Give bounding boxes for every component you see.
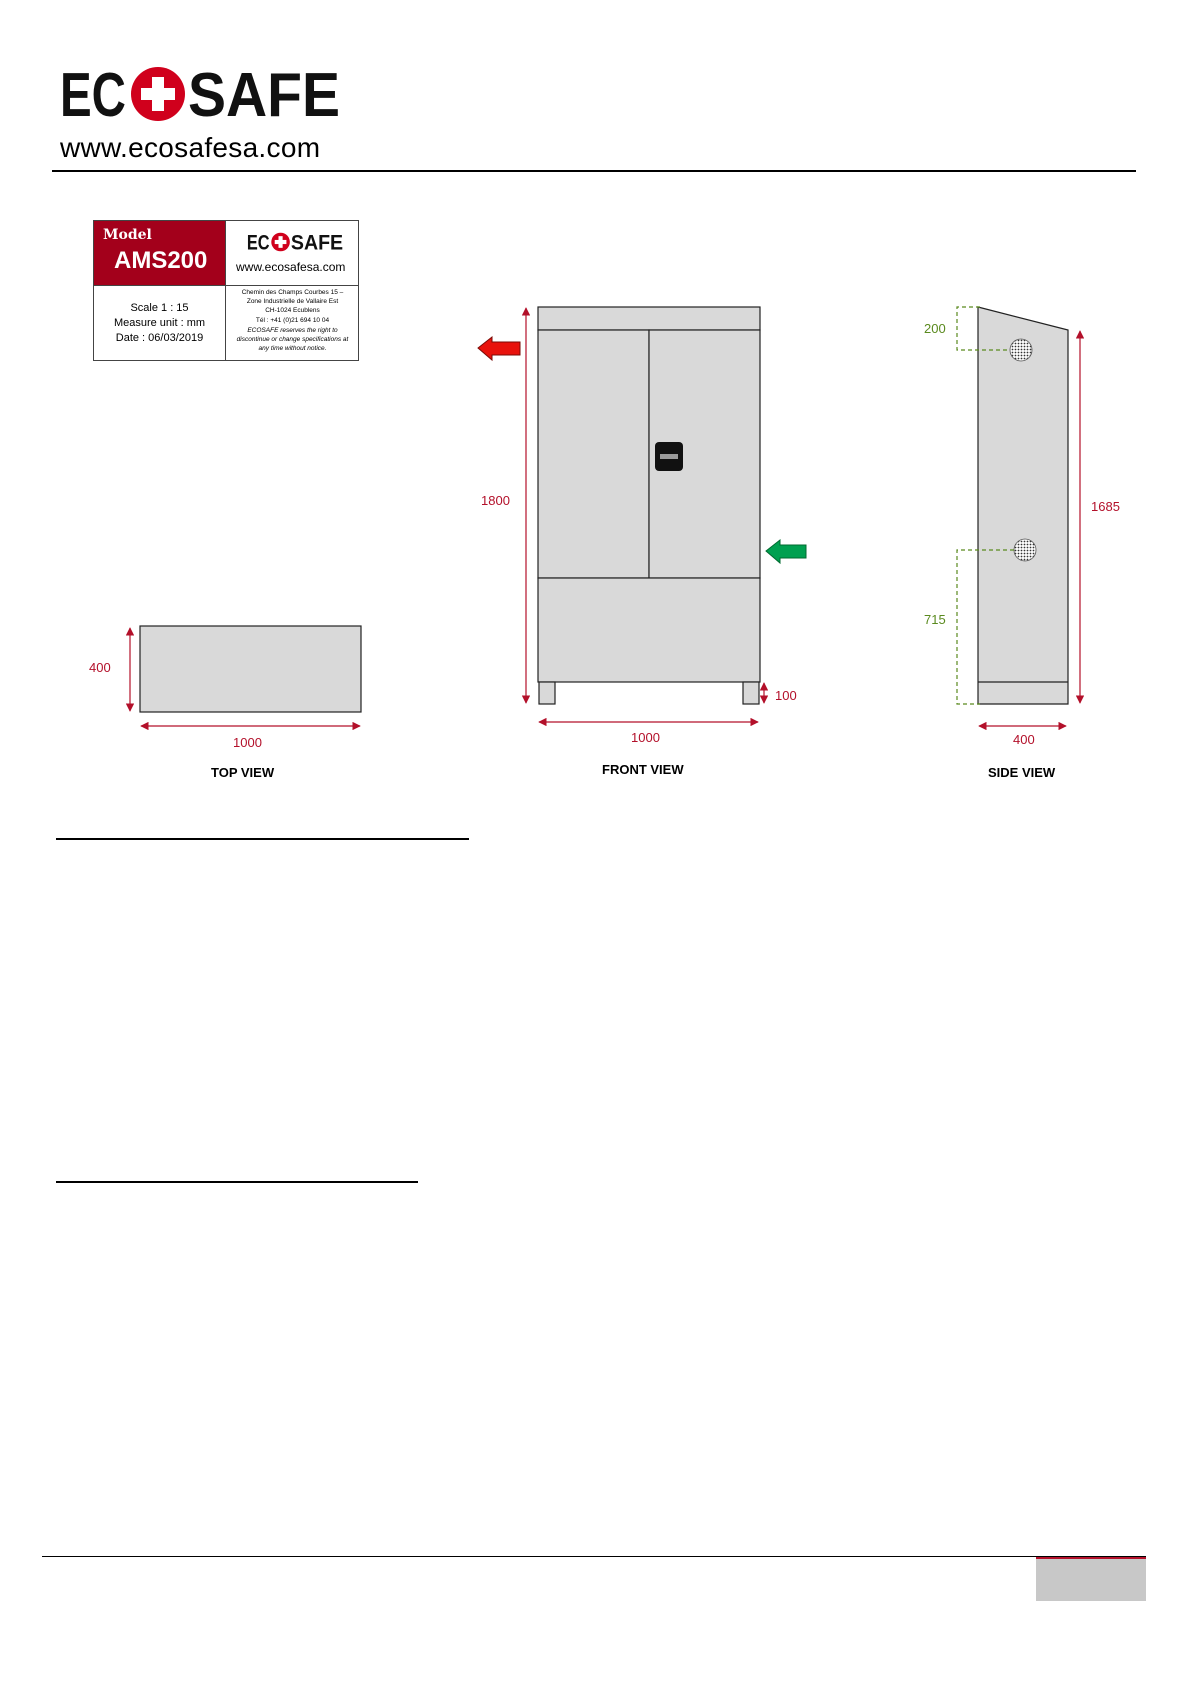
- svg-text:SAFE: SAFE: [290, 231, 344, 253]
- section-divider: [56, 838, 469, 840]
- side-view-outline: [978, 307, 1068, 704]
- side-bottom-vent-label: 715: [924, 612, 946, 627]
- website-url[interactable]: www.ecosafesa.com: [60, 132, 321, 163]
- top-view-outline: [140, 626, 361, 712]
- model-label: Model: [103, 227, 152, 243]
- top-width-label: 1000: [233, 735, 262, 750]
- front-height-label: 1800: [481, 493, 510, 508]
- svg-text:EC: EC: [60, 62, 126, 126]
- page-number-box: [1036, 1557, 1146, 1601]
- measure-unit-text: Measure unit : mm: [113, 317, 206, 329]
- disclaimer-line: any time without notice.: [258, 345, 327, 352]
- address-line: Chemin des Champs Courbes 15 –: [241, 289, 344, 296]
- side-view-caption: SIDE VIEW: [988, 765, 1056, 780]
- vent-grille-icon: [1014, 539, 1036, 561]
- side-top-vent-label: 200: [924, 321, 946, 336]
- top-depth-label: 400: [89, 660, 111, 675]
- front-top-panel: [538, 307, 760, 330]
- address-line: CH-1024 Ecublens: [265, 307, 320, 314]
- lock-icon: [655, 442, 683, 471]
- model-number: AMS200: [114, 247, 208, 274]
- svg-text:EC: EC: [246, 231, 270, 253]
- vent-grille-icon: [1010, 339, 1032, 361]
- address-line: Zone Industrielle de Vallaire Est: [246, 298, 339, 305]
- scale-text: Scale 1 : 15: [130, 302, 189, 314]
- side-height-label: 1685: [1091, 499, 1120, 514]
- section-divider: [56, 1181, 418, 1183]
- front-view-caption: FRONT VIEW: [602, 762, 684, 777]
- footer-divider: [42, 1556, 1146, 1557]
- side-depth-label: 400: [1013, 732, 1035, 747]
- side-view: [924, 307, 1120, 780]
- front-foot-label: 100: [775, 688, 797, 703]
- front-view: [478, 307, 806, 777]
- front-width-label: 1000: [631, 730, 660, 745]
- right-foot: [743, 682, 759, 704]
- left-foot: [539, 682, 555, 704]
- svg-text:SAFE: SAFE: [188, 62, 340, 126]
- top-view-caption: TOP VIEW: [211, 765, 275, 780]
- arrow-left-red-icon: [478, 337, 520, 360]
- brand-url: www.ecosafesa.com: [236, 260, 346, 274]
- technical-drawing: [0, 0, 1192, 800]
- disclaimer-line: ECOSAFE reserves the right to: [247, 327, 338, 334]
- phone-line: Tél : +41 (0)21 694 10 04: [255, 317, 330, 324]
- disclaimer-line: discontinue or change specifications at: [236, 336, 349, 343]
- date-text: Date : 06/03/2019: [115, 332, 204, 344]
- lower-compartment: [538, 578, 760, 682]
- arrow-left-green-icon: [766, 540, 806, 563]
- top-view: [89, 626, 361, 780]
- left-door: [538, 330, 649, 578]
